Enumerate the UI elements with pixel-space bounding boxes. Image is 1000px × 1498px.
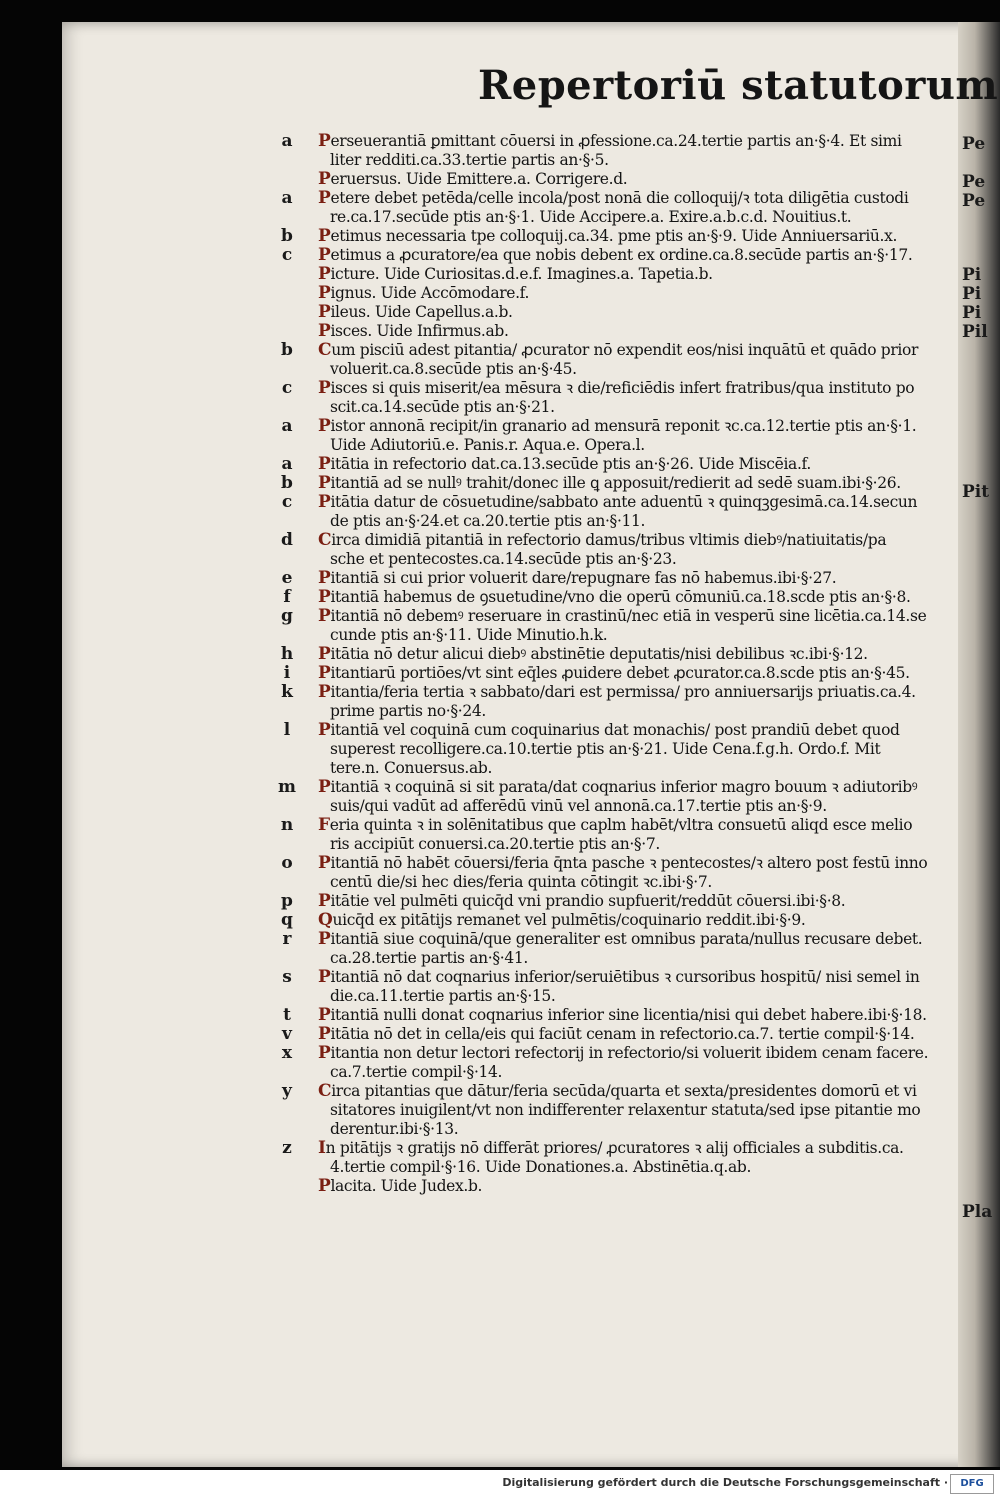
entry-line: Perseuerantiā ꝑmittant cōuersi in ꝓfessione.ca.24.tertie partis an·§·4. Et simi xyxy=(318,131,902,151)
entry-line: 4.tertie compil·§·16. Uide Donationes.a. Abstinētia.q.ab. xyxy=(330,1158,752,1176)
entry-marker: t xyxy=(283,1005,291,1025)
entry-line: Pitantiarū portiōes/vt sint eq̄les ꝓuidere debet ꝓcurator.ca.8.scde ptis an·§·45. xyxy=(318,663,910,683)
entry-line: ca.7.tertie compil·§·14. xyxy=(330,1063,503,1081)
entry-line: Pitantiā vel coquinā cum coquinarius dat monachis/ post prandiū debet quod xyxy=(318,720,900,740)
entry-marker: s xyxy=(282,967,292,987)
entry-line: Pitantiā habemus de ꝯsuetudine/vno die operū cōmuniū.ca.18.scde ptis an·§·8. xyxy=(318,587,911,607)
entry-line: Circa pitantias que dātur/feria secūda/quarta et sexta/presidentes domorū et vi xyxy=(318,1081,917,1101)
entry-line: Pistor annonā recipit/in granario ad mensurā reponit ꝛc.ca.12.tertie ptis an·§·1. xyxy=(318,416,917,436)
margin-note: Pi xyxy=(962,303,982,323)
entry-marker: p xyxy=(281,891,293,911)
entry-line: suis/qui vadūt ad afferēdū vinū vel annonā.ca.17.tertie ptis an·§·9. xyxy=(330,797,827,815)
entry-marker: b xyxy=(281,473,293,493)
entry-line: Pitantiā nō debemꝰ reseruare in crastinū/nec etiā in vesperū sine licētia.ca.14.se xyxy=(318,606,927,626)
entry-line: Pitantiā nō habēt cōuersi/feria q̄nta pasche ꝛ pentecostes/ꝛ altero post festū inno xyxy=(318,853,928,873)
entry-marker: d xyxy=(281,530,293,550)
entry-line: ris accipiūt conuersi.ca.20.tertie ptis an·§·7. xyxy=(330,835,660,853)
entry-line: Pitantia/feria tertia ꝛ sabbato/dari est permissa/ pro anniuersarijs priuatis.ca.4. xyxy=(318,682,916,702)
entry-marker: x xyxy=(281,1043,293,1063)
entry-line: Feria quinta ꝛ in solēnitatibus que caplm habēt/vltra consuetū aliqd esce melio xyxy=(318,815,913,835)
entry-line: tere.n. Conuersus.ab. xyxy=(330,759,493,777)
entry-line: voluerit.ca.8.secūde ptis an·§·45. xyxy=(330,360,577,378)
entry-line: In pitātijs ꝛ gratijs nō differāt priores/ ꝓcuratores ꝛ alij officiales a subditis.ca. xyxy=(318,1138,904,1158)
entry-marker: g xyxy=(281,606,293,626)
facing-page-edge xyxy=(958,22,1000,1467)
entry-line: sche et pentecostes.ca.14.secūde ptis an·§·23. xyxy=(330,550,677,568)
entry-line: Petimus necessaria tpe colloquij.ca.34. pme ptis an·§·9. Uide Anniuersariū.x. xyxy=(318,226,898,246)
entry-line: scit.ca.14.secūde ptis an·§·21. xyxy=(330,398,555,416)
entry-marker: a xyxy=(281,454,293,474)
entry-line: Pileus. Uide Capellus.a.b. xyxy=(318,302,513,322)
entry-line: Pitantiā siue coquinā/que generaliter est omnibus parata/nullus recusare debet. xyxy=(318,929,923,949)
entry-line: Circa dimidiā pitantiā in refectorio damus/tribus vltimis diebꝰ/natiuitatis/pa xyxy=(318,530,887,550)
entry-line: Pitantiā si cui prior voluerit dare/repugnare fas nō habemus.ibi·§·27. xyxy=(318,568,837,588)
entry-line: Pitantiā nulli donat coqnarius inferior sine licentia/nisi qui debet habere.ibi·§·18. xyxy=(318,1005,927,1025)
entry-line: re.ca.17.secūde ptis an·§·1. Uide Accipere.a. Exire.a.b.c.d. Nouitius.t. xyxy=(330,208,852,226)
footer-credit: Digitalisierung gefördert durch die Deutsche Forschungsgemeinschaft · xyxy=(502,1476,948,1489)
entry-marker: c xyxy=(281,245,293,265)
margin-note: Pil xyxy=(962,322,988,342)
entry-line: die.ca.11.tertie partis an·§·15. xyxy=(330,987,556,1005)
entry-line: Quicq̄d ex pitātijs remanet vel pulmētis/coquinario reddit.ibi·§·9. xyxy=(318,910,806,930)
entry-marker: v xyxy=(282,1024,292,1044)
margin-note: Pit xyxy=(962,482,990,502)
entry-line: Placita. Uide Judex.b. xyxy=(318,1176,483,1196)
entry-line: Pitantiā ꝛ coquinā si sit parata/dat coqnarius inferior magro bouum ꝛ adiutoribꝰ xyxy=(318,777,918,797)
entry-marker: c xyxy=(281,378,293,398)
entry-line: Picture. Uide Curiositas.d.e.f. Imagines.a. Tapetia.b. xyxy=(318,264,713,284)
entry-marker: o xyxy=(281,853,293,873)
digitization-footer xyxy=(0,1470,1000,1498)
entry-marker: m xyxy=(278,777,296,797)
entry-line: Pitantia non detur lectori refectorij in refectorio/si voluerit ibidem cenam facere. xyxy=(318,1043,929,1063)
entry-line: Pitātie vel pulmēti quicq̄d vni prandio supfuerit/reddūt cōuersi.ibi·§·8. xyxy=(318,891,846,911)
margin-note: Pi xyxy=(962,265,982,285)
entry-line: Petimus a ꝓcuratore/ea que nobis debent ex ordine.ca.8.secūde partis an·§·17. xyxy=(318,245,913,265)
entry-marker: a xyxy=(281,131,293,151)
entry-line: Cum pisciū adest pitantia/ ꝓcurator nō expendit eos/nisi inquātū et quādo prior xyxy=(318,340,919,360)
entry-marker: k xyxy=(281,682,293,702)
entry-line: Petere debet petēda/celle incola/post nonā die colloquij/ꝛ tota diligētia custodi xyxy=(318,188,909,208)
entry-line: Pitātia datur de cōsuetudine/sabbato ante aduentū ꝛ quinqꝫgesimā.ca.14.secun xyxy=(318,492,918,512)
entry-line: Peruersus. Uide Emittere.a. Corrigere.d. xyxy=(318,169,628,189)
margin-note: Pe xyxy=(962,172,986,192)
entry-line: ca.28.tertie partis an·§·41. xyxy=(330,949,528,967)
margin-note: Pi xyxy=(962,284,982,304)
entry-line: centū die/si hec dies/feria quinta cōtingit ꝛc.ibi·§·7. xyxy=(330,873,712,891)
dfg-logo-icon: DFG xyxy=(950,1474,994,1494)
entry-marker: h xyxy=(280,644,294,664)
entry-marker: b xyxy=(281,226,293,246)
entry-line: prime partis no·§·24. xyxy=(330,702,486,720)
entry-marker: l xyxy=(283,720,291,740)
entry-line: Pitantiā nō dat coqnarius inferior/seruiētibus ꝛ cursoribus hospitū/ nisi semel in xyxy=(318,967,920,987)
entry-line: derentur.ibi·§·13. xyxy=(330,1120,459,1138)
entry-line: superest recolligere.ca.10.tertie ptis an·§·21. Uide Cena.f.g.h. Ordo.f. Mit xyxy=(330,740,881,758)
entry-line: liter redditi.ca.33.tertie partis an·§·5. xyxy=(330,151,609,169)
entry-marker: e xyxy=(281,568,293,588)
entry-line: Pitātia nō det in cella/eis qui faciūt cenam in refectorio.ca.7. tertie compil·§·14. xyxy=(318,1024,915,1044)
entry-marker: z xyxy=(282,1138,292,1158)
entry-line: Pitātia nō detur alicui diebꝰ abstinētie deputatis/nisi debilibus ꝛc.ibi·§·12. xyxy=(318,644,868,664)
page-title: Repertoriū statutorum xyxy=(478,62,999,109)
entry-marker: c xyxy=(281,492,293,512)
margin-note: Pe xyxy=(962,134,986,154)
entry-line: Pitantiā ad se nullꝰ trahit/donec ille ꝗ apposuit/redierit ad sedē suam.ibi·§·26. xyxy=(318,473,901,493)
entry-line: cunde ptis an·§·11. Uide Minutio.h.k. xyxy=(330,626,608,644)
entry-marker: n xyxy=(280,815,294,835)
entry-marker: a xyxy=(281,188,293,208)
entry-marker: y xyxy=(282,1081,292,1101)
entry-line: sitatores inuigilent/vt non indifferenter relaxentur statuta/sed ipse pitantie mo xyxy=(330,1101,921,1119)
entry-line: Pisces. Uide Infirmus.ab. xyxy=(318,321,509,341)
margin-note: Pe xyxy=(962,191,986,211)
entry-line: Uide Adiutoriū.e. Panis.r. Aqua.e. Opera.l. xyxy=(330,436,645,454)
entry-line: de ptis an·§·24.et ca.20.tertie ptis an·§·11. xyxy=(330,512,646,530)
entry-line: Pignus. Uide Accōmodare.f. xyxy=(318,283,530,303)
entry-marker: f xyxy=(283,587,291,607)
margin-note: Pla xyxy=(962,1202,993,1222)
entry-marker: r xyxy=(282,929,292,949)
entry-marker: i xyxy=(283,663,291,683)
entry-marker: a xyxy=(281,416,293,436)
entry-marker: b xyxy=(281,340,293,360)
entry-line: Pitātia in refectorio dat.ca.13.secūde ptis an·§·26. Uide Miscēia.f. xyxy=(318,454,811,474)
entry-marker: q xyxy=(281,910,293,930)
entry-line: Pisces si quis miserit/ea mēsura ꝛ die/reficiēdis infert fratribus/qua instituto po xyxy=(318,378,915,398)
